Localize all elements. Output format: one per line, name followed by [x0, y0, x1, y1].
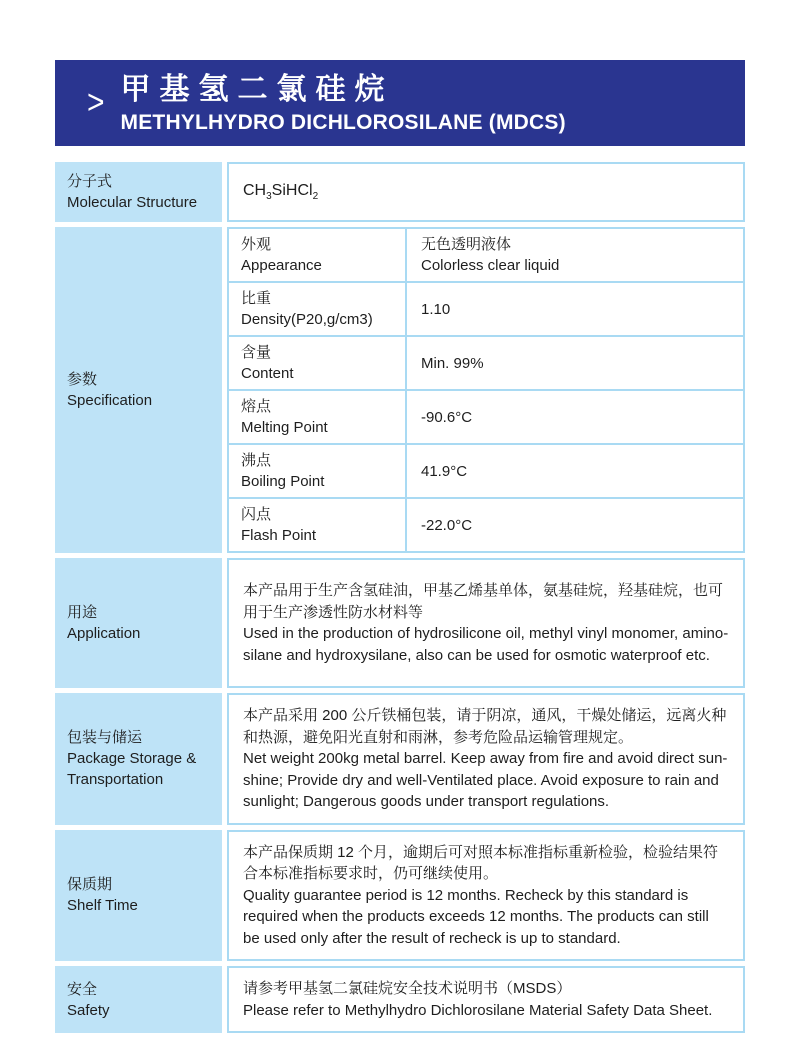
spec-value: -22.0°C	[421, 516, 473, 534]
molecular-formula-value: $CH_3SiHCl_2$	[227, 162, 745, 222]
product-title-en: METHYLHYDRO DICHLOROSILANE (MDCS)	[120, 111, 566, 135]
shelf-time-text	[227, 830, 745, 962]
specification-subtable	[227, 227, 745, 553]
row-specification	[55, 227, 745, 553]
row-package-storage	[55, 693, 745, 825]
spec-row-melting-point	[229, 391, 743, 445]
label-specification	[55, 227, 222, 553]
spec-value: Min. 99%	[421, 354, 484, 372]
spec-name-zh: 沸点	[241, 452, 272, 469]
spec-name-en: Density(P20,g/cm3)	[241, 311, 373, 328]
spec-value: 41.9°C	[421, 462, 468, 480]
row-shelf-time	[55, 830, 745, 962]
label-safety	[55, 966, 222, 1033]
product-titles	[121, 71, 566, 136]
spec-name-zh: 熔点	[241, 398, 272, 415]
spec-row-boiling-point	[229, 445, 743, 499]
label-zh: 用途	[67, 604, 98, 621]
application-text	[227, 558, 745, 688]
product-title-zh: 甲基氢二氯硅烷	[120, 72, 394, 106]
label-zh: 安全	[67, 980, 98, 998]
spec-value: 1.10	[421, 300, 451, 318]
product-header-banner	[55, 60, 745, 146]
label-en: Application	[67, 625, 141, 642]
label-application	[55, 558, 222, 688]
chevron-right-icon: >	[87, 83, 105, 122]
label-shelf-time	[55, 830, 222, 962]
spec-name-zh: 比重	[241, 290, 272, 307]
label-en: Safety	[67, 1001, 110, 1019]
label-en: Specification	[67, 392, 153, 409]
package-storage-text	[227, 693, 745, 825]
row-molecular-structure	[55, 162, 745, 222]
spec-name-en: Melting Point	[241, 419, 328, 436]
label-zh: 保质期	[67, 876, 113, 894]
spec-row-content	[229, 337, 743, 391]
text-en: Net weight 200kg metal barrel. Keep away from fire and avoid direct sun-shine; Provide dry and well-Ventilated place. Avoid exposure to rain and sunlight; Dangerous goods under transport regulations.	[243, 750, 728, 810]
label-molecular-structure	[55, 162, 222, 222]
spec-value: -90.6°C	[421, 408, 473, 426]
spec-name-zh: 含量	[241, 344, 272, 361]
text-zh: 本产品采用 200 公斤铁桶包装，请于阴凉，通风，干燥处储运，远离火种和热源，避免阳光直射和雨淋，参考危险品运输管理规定。	[243, 707, 727, 746]
spec-name-en: Boiling Point	[241, 473, 325, 490]
spec-name-en: Flash Point	[241, 527, 317, 544]
label-zh: 参数	[67, 371, 98, 388]
text-zh: 请参考甲基氢二氯硅烷安全技术说明书（MSDS）	[243, 980, 572, 997]
datasheet-table	[55, 162, 745, 1033]
label-zh: 分子式	[67, 173, 113, 190]
label-en: Molecular Structure	[67, 194, 198, 211]
label-en: Shelf Time	[67, 897, 138, 915]
spec-name-zh: 外观	[241, 236, 272, 253]
spec-row-flash-point	[229, 499, 743, 551]
safety-text	[227, 966, 745, 1033]
spec-value-zh: 无色透明液体	[421, 236, 512, 253]
text-en: Quality guarantee period is 12 months. Recheck by this standard is required when the products exceeds 12 months. The products can still be used only after the result of recheck is up to standard.	[243, 886, 709, 947]
spec-name-en: Content	[241, 365, 294, 382]
row-safety	[55, 966, 745, 1033]
row-application	[55, 558, 745, 688]
spec-name-zh: 闪点	[241, 506, 272, 523]
spec-row-density	[229, 283, 743, 337]
spec-value-en: Colorless clear liquid	[421, 257, 560, 274]
spec-name-en: Appearance	[241, 257, 322, 274]
text-en: Please refer to Methylhydro Dichlorosilane Material Safety Data Sheet.	[243, 1001, 713, 1019]
label-package-storage	[55, 693, 222, 825]
text-zh: 本产品用于生产含氢硅油，甲基乙烯基单体，氨基硅烷，羟基硅烷，也可用于生产渗透性防水材料等	[243, 582, 724, 621]
text-en: Used in the production of hydrosilicone oil, methyl vinyl monomer, amino-silane and hydroxysilane, also can be used for osmotic waterproof etc.	[243, 625, 729, 664]
text-zh: 本产品保质期 12 个月，逾期后可对照本标准指标重新检验，检验结果符合本标准指标要求时，仍可继续使用。	[243, 843, 719, 882]
spec-row-appearance	[229, 229, 743, 283]
label-zh: 包装与储运	[67, 729, 143, 747]
label-en: Package Storage & Transportation	[67, 750, 197, 789]
